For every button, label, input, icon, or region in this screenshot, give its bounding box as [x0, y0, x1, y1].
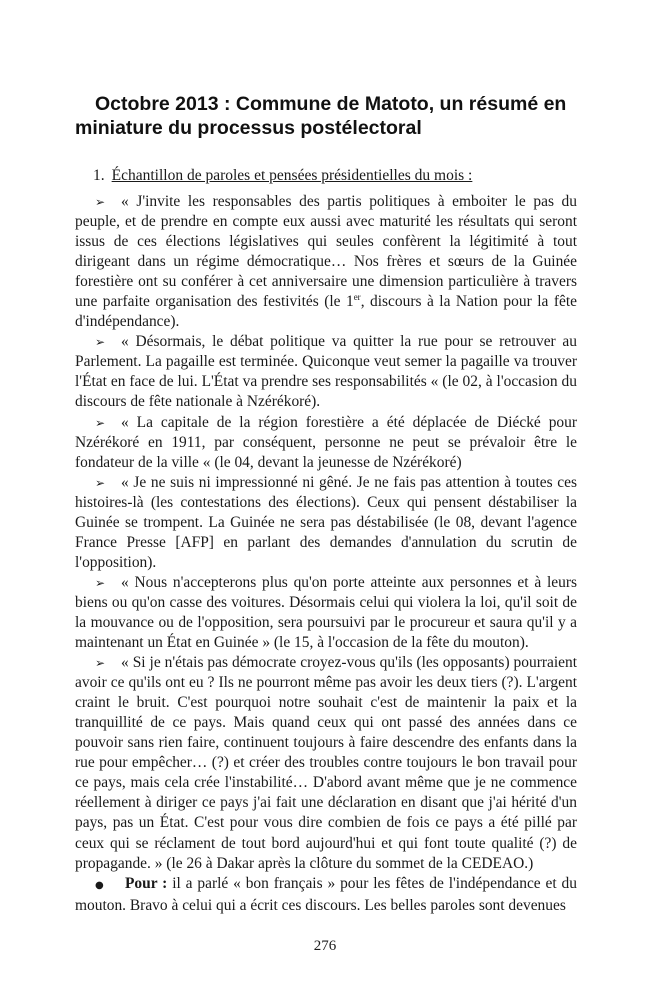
quote-text: « La capitale de la région forestière a été déplacée de Diécké pour Nzérékoré en 1911, par conséquent, personne ne peut se prévaloir être le fondateur de la ville « (le 04, devant la jeunesse de Nzérékoré): [75, 413, 577, 471]
quote-paragraph: [75, 473, 577, 573]
quote-text: « Si je n'étais pas démocrate croyez-vous qu'ils (les opposants) pourraient avoir ce qu'ils ont eu ? Ils ne pourront même pas avoir les deux tiers (?). L'argent craint le bruit. C'est pourquoi notre souhait c'est de maintenir la paix et la tranquillité de ce pays. Mais quand ceux qui ont passé des années dans ce pouvoir sans rien faire, continuent toujours à faire descendre des enfants dans la rue pour empêcher… (?) et créer des troubles contre toujours le bon travail pour ce pays, mais cela crée l'instabilité… D'abord avant même que je ne commence réellement à diriger ce pays j'ai fait une déclaration en disant que j'ai hérité d'un pays, pas un État. C'est pour vous dire combien de fois ce pays a été pillé par ceux qui se réclament de tout bord aujourd'hui et qui font toute qualité (?) de propagande. » (le 26 à Dakar après la clôture du sommet de la CEDEAO.): [75, 654, 577, 872]
arrow-bullet-icon: ➢: [95, 656, 106, 671]
round-bullet-icon: ●: [95, 879, 104, 891]
quote-text: « J'invite les responsables des partis politiques à emboiter le pas du peuple, et de prendre en compte eux aussi avec maturité les résultats qui seront issus de ces élections législatives qui seules confèrent la légitimité à tout dirigeant dans un régime démocratique… Nos frères et sœurs de la Guinée forestière ont su conférer à cet anniversaire une dimension particulière à travers une parfaite organisation des festivités (le 1: [75, 193, 577, 311]
quote-paragraph: [75, 192, 577, 332]
pour-paragraph: [75, 874, 577, 916]
quote-text: « Nous n'accepterons plus qu'on porte atteinte aux personnes et à leurs biens ou qu'on casse des voitures. Désormais celui qui violera la loi, qu'il soit de la mouvance ou de l'opposition, sera poursuivi par le procureur et saura qu'il y a maintenant un État en Guinée » (le 15, à l'occasion de la fête du mouton).: [75, 573, 577, 652]
quote-text: , discours à la Nation pour la fête d'indépendance).: [75, 293, 577, 331]
pour-label: Pour :: [125, 874, 168, 892]
quote-text: « Désormais, le débat politique va quitter la rue pour se retrouver au Parlement. La pagaille est terminée. Quiconque veut semer la pagaille va trouver l'État en face de lui. L'État va prendre ses responsabilités « (le 02, à l'occasion du discours de fête nationale à Nzérékoré).: [75, 333, 577, 411]
arrow-bullet-icon: ➢: [95, 335, 106, 350]
section-heading-text: Échantillon de paroles et pensées présidentielles du mois :: [111, 167, 473, 184]
quote-paragraph: [75, 573, 577, 653]
arrow-bullet-icon: ➢: [95, 415, 106, 430]
arrow-bullet-icon: ➢: [95, 195, 106, 209]
page-number: 276: [313, 938, 337, 954]
quote-paragraph: [75, 653, 577, 874]
quote-paragraph: [75, 332, 577, 412]
section-heading: [93, 166, 583, 186]
pour-text: il a parlé « bon français » pour les fêtes de l'indépendance et du mouton. Bravo à celui qui a écrit ces discours. Les belles paroles sont devenues: [75, 874, 577, 914]
arrow-bullet-icon: ➢: [95, 475, 106, 490]
quote-paragraph: [75, 413, 577, 473]
body-text: [75, 192, 577, 916]
page-title: Octobre 2013 : Commune de Matoto, un résumé en miniature du processus postélectoral: [75, 93, 567, 139]
arrow-bullet-icon: ➢: [95, 575, 106, 590]
superscript: er: [353, 292, 361, 303]
quote-text: « Je ne suis ni impressionné ni gêné. Je ne fais pas attention à toutes ces histoires-là (les contestations des élections). Ceux qui pensent déstabiliser la Guinée se trompent. La Guinée ne sera pas déstabilisée (le 08, devant l'agence France Presse [AFP] en parlant des demandes d'annulation du scrutin de l'opposition).: [75, 473, 577, 571]
section-number: 1.: [93, 167, 105, 184]
